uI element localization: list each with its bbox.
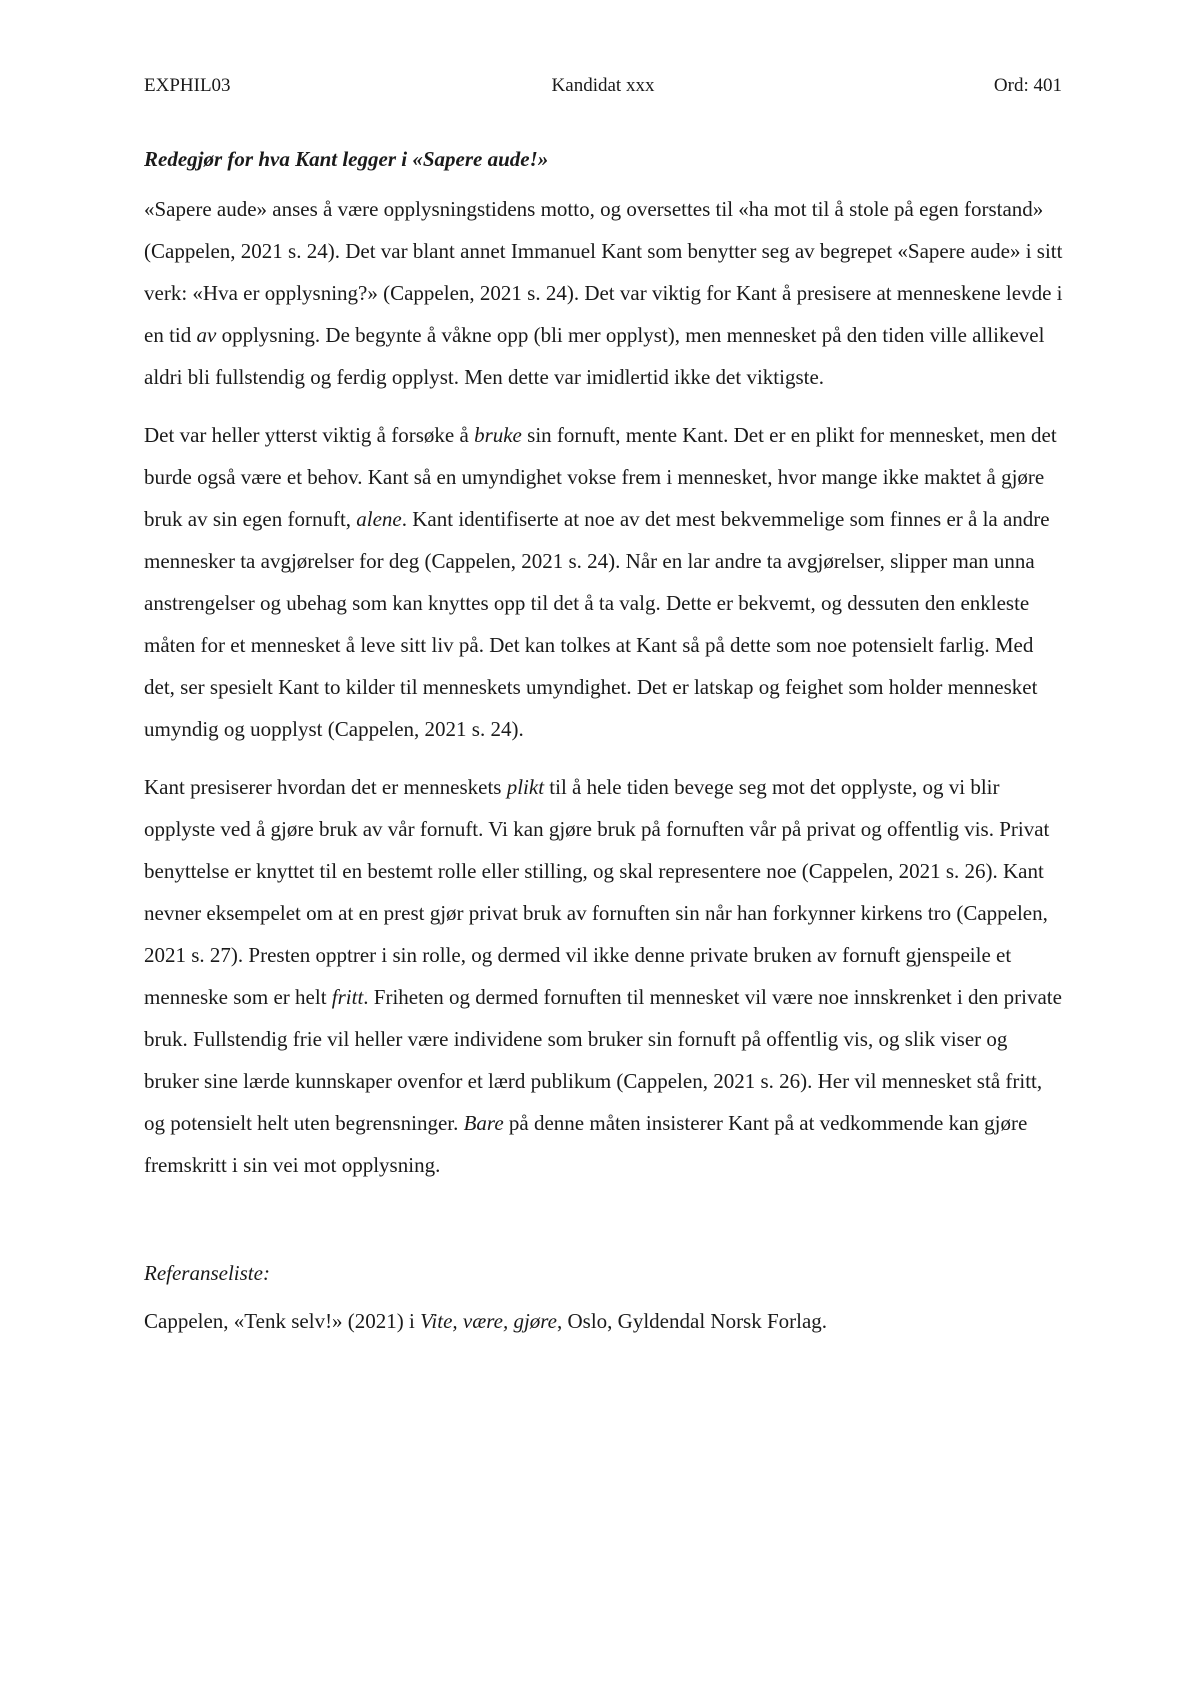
candidate-label: Kandidat xxx [551,75,655,96]
p2-text-1: Det var heller ytterst viktig å forsøke å [144,423,475,447]
page-header [144,72,1062,100]
p3-text-1: Kant presiserer hvordan det er menneskets [144,775,507,799]
ref-text-2: , Oslo, Gyldendal Norsk Forlag. [557,1309,828,1333]
word-count: Ord: 401 [993,75,1062,96]
ref-book-title: Vite, være, gjøre [420,1309,557,1333]
p1-text-2: opplysning. De begynte å våkne opp (bli mer opplyst), men mennesket på den tiden ville allikevel aldri bli fullstendig og ferdig opplyst. Men dette var imidlertid ikke det viktigste. [144,323,1045,389]
paragraph-2 [144,414,1064,750]
p3-emphasis-plikt: plikt [506,775,545,799]
p3-emphasis-fritt: fritt [331,985,364,1009]
p3-emphasis-bare: Bare [463,1111,504,1135]
course-code: EXPHIL03 [144,75,231,96]
p2-text-3: . Kant identifiserte at noe av det mest bekvemmelige som finnes er å la andre mennesker ta avgjørelser for deg (Cappelen, 2021 s. 24). Når en lar andre ta avgjørelser, slipper man unna anstrengelser og ubehag som kan knyttes opp til det å ta valg. Dette er bekvemt, og dessuten den enkleste måten for et mennesket å leve sitt liv på. Det kan tolkes at Kant så på dette som noe potensielt farlig. Med det, ser spesielt Kant to kilder til menneskets umyndighet. Det er latskap og feighet som holder mennesket umyndig og uopplyst (Cappelen, 2021 s. 24). [144,507,1050,741]
p3-text-2: til å hele tiden bevege seg mot det opplyste, og vi blir opplyste ved å gjøre bruk av vår fornuft. Vi kan gjøre bruk på fornuften vår på privat og offentlig vis. Privat benyttelse er knyttet til en bestemt rolle eller stilling, og skal representere noe (Cappelen, 2021 s. 26). Kant nevner eksempelet om at en prest gjør privat bruk av fornuften sin når han forkynner kirkens tro (Cappelen, 2021 s. 27). Presten opptrer i sin rolle, og dermed vil ikke denne private bruken av fornuft gjenspeile et menneske som er helt [144,775,1050,1009]
paragraph-3 [144,766,1064,1186]
p2-emphasis-bruke: bruke [474,423,522,447]
p2-emphasis-alene: alene [356,507,402,531]
references-title: Referanseliste: [144,1261,270,1285]
paragraph-1 [144,188,1064,398]
p3-text-4: på denne måten insisterer Kant på at vedkommende kan gjøre fremskritt i sin vei mot opplysning. [144,1111,1028,1177]
reference-item [144,1304,1064,1338]
p1-emphasis-av: av [196,323,217,347]
essay-heading: Redegjør for hva Kant legger i «Sapere aude!» [144,147,549,171]
p2-text-2: sin fornuft, mente Kant. Det er en plikt for mennesket, men det burde også være et behov. Kant så en umyndighet vokse frem i mennesket, hvor mange ikke maktet å gjøre bruk av sin egen fornuft, [144,423,1057,531]
p3-text-3: . Friheten og dermed fornuften til mennesket vil være noe innskrenket i den private bruk. Fullstendig frie vil heller være individene som bruker sin fornuft på offentlig vis, og slik viser og bruker sine lærde kunnskaper ovenfor et lærd publikum (Cappelen, 2021 s. 26). Her vil mennesket stå fritt, og potensielt helt uten begrensninger. [144,985,1062,1135]
document-body [144,142,1064,1338]
ref-text-1: Cappelen, «Tenk selv!» (2021) i [144,1309,421,1333]
p1-text-1: «Sapere aude» anses å være opplysningstidens motto, og oversettes til «ha mot til å stole på egen forstand» (Cappelen, 2021 s. 24). Det var blant annet Immanuel Kant som benytter seg av begrepet «Sapere aude» i sitt verk: «Hva er opplysning?» (Cappelen, 2021 s. 24). Det var viktig for Kant å presisere at menneskene levde i en tid [144,197,1063,347]
